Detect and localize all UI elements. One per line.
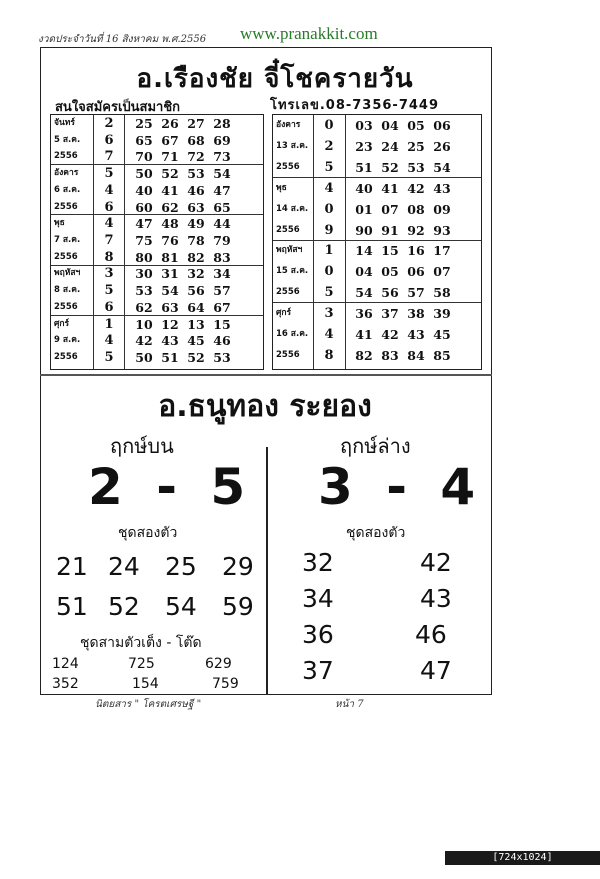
day-label: 14 ส.ค. xyxy=(276,203,309,214)
day-group xyxy=(51,215,263,265)
two-digit-number: 85 xyxy=(433,348,451,364)
two-digit-number: 39 xyxy=(433,306,451,322)
bottom-pair: 32 xyxy=(302,548,334,577)
triple-number: 725 xyxy=(128,656,155,672)
two-digit-number: 51 xyxy=(161,350,179,366)
top-digits: 2 - 5 xyxy=(88,458,254,516)
two-digit-number: 80 xyxy=(135,249,153,265)
bottom-pair: 37 xyxy=(302,656,334,685)
two-digit-number: 43 xyxy=(433,180,451,196)
two-digit-number: 31 xyxy=(161,266,179,282)
two-digit-number: 56 xyxy=(187,283,205,299)
two-digit-number: 75 xyxy=(135,232,153,248)
two-digit-number: 14 xyxy=(355,243,373,259)
day-group xyxy=(51,266,263,316)
number-row xyxy=(51,132,263,149)
two-digit-number: 12 xyxy=(161,316,179,332)
two-digit-number: 15 xyxy=(381,243,399,259)
number-set xyxy=(131,282,235,299)
bottom-pair: 43 xyxy=(420,584,452,613)
number-row xyxy=(273,347,481,364)
day-label: ศุกร์ xyxy=(276,308,292,319)
lead-digit: 4 xyxy=(324,180,334,196)
two-digit-number: 92 xyxy=(407,222,425,238)
number-set xyxy=(131,349,235,366)
day-label: 5 ส.ค. xyxy=(54,134,81,145)
lead-digit: 5 xyxy=(104,350,114,366)
two-digit-number: 01 xyxy=(355,201,373,217)
number-row xyxy=(51,232,263,249)
day-label: 2556 xyxy=(276,161,300,172)
number-row xyxy=(273,159,481,176)
two-digit-number: 41 xyxy=(161,182,179,198)
two-digit-number: 82 xyxy=(355,348,373,364)
number-row xyxy=(273,180,481,197)
two-digit-number: 42 xyxy=(135,333,153,349)
number-set xyxy=(351,347,455,364)
two-digit-number: 27 xyxy=(187,115,205,131)
bottom-pair: 46 xyxy=(415,620,447,649)
two-digit-number: 32 xyxy=(187,266,205,282)
two-digit-number: 54 xyxy=(355,285,373,301)
two-digit-number: 48 xyxy=(161,216,179,232)
two-digit-number: 67 xyxy=(161,132,179,148)
number-set xyxy=(351,138,455,155)
day-group xyxy=(273,303,481,366)
number-row xyxy=(51,349,263,366)
triples-heading: ชุดสามตัวเต็ง - โต๊ด xyxy=(80,635,202,651)
number-set xyxy=(351,117,455,134)
two-digit-number: 10 xyxy=(135,316,153,332)
lead-digit: 1 xyxy=(324,243,334,259)
day-label: 13 ส.ค. xyxy=(276,140,309,151)
two-digit-number: 90 xyxy=(355,222,373,238)
two-digit-number: 42 xyxy=(381,327,399,343)
two-digit-number: 62 xyxy=(135,299,153,315)
two-digit-number: 40 xyxy=(355,180,373,196)
two-digit-number: 57 xyxy=(213,283,231,299)
day-label: 2556 xyxy=(54,151,78,162)
number-set xyxy=(351,284,455,301)
two-digit-number: 47 xyxy=(213,182,231,198)
day-label: พฤหัสฯ xyxy=(276,245,303,256)
phone-number: โทรเลข.08-7356-7449 xyxy=(270,98,440,113)
number-set xyxy=(351,305,455,322)
day-label: 2556 xyxy=(276,350,300,361)
number-set xyxy=(351,242,455,259)
daily-numbers-table-left xyxy=(50,114,264,370)
day-group xyxy=(51,165,263,215)
day-label: จันทร์ xyxy=(54,117,75,128)
two-digit-number: 05 xyxy=(407,117,425,133)
two-digit-number: 37 xyxy=(381,306,399,322)
image-host-watermark: [724x1024] https://upic.me/ xyxy=(445,851,600,865)
two-digit-number: 47 xyxy=(135,216,153,232)
two-digit-number: 45 xyxy=(433,327,451,343)
number-row xyxy=(273,117,481,134)
bottom-pair: 34 xyxy=(302,584,334,613)
number-row xyxy=(51,148,263,165)
two-digit-number: 54 xyxy=(161,283,179,299)
two-digit-number: 91 xyxy=(381,222,399,238)
number-row xyxy=(273,305,481,322)
two-digit-number: 04 xyxy=(381,117,399,133)
number-set xyxy=(131,165,235,182)
two-digit-number: 30 xyxy=(135,266,153,282)
two-digit-number: 51 xyxy=(355,159,373,175)
two-digit-number: 64 xyxy=(187,299,205,315)
number-set xyxy=(131,215,235,232)
lead-digit: 6 xyxy=(104,199,114,215)
two-digit-number: 09 xyxy=(433,201,451,217)
bottom-digits: 3 - 4 xyxy=(318,458,484,516)
two-digit-number: 93 xyxy=(433,222,451,238)
two-digit-number: 63 xyxy=(187,199,205,215)
day-group xyxy=(51,316,263,366)
two-digit-number: 26 xyxy=(433,138,451,154)
two-digit-number: 50 xyxy=(135,166,153,182)
top-pair: 51 xyxy=(56,592,88,621)
two-digit-number: 53 xyxy=(187,166,205,182)
day-label: 2556 xyxy=(54,352,78,363)
two-digit-number: 17 xyxy=(433,243,451,259)
day-label: 2556 xyxy=(276,224,300,235)
two-digit-number: 25 xyxy=(407,138,425,154)
two-digit-number: 83 xyxy=(213,249,231,265)
lead-digit: 0 xyxy=(324,117,334,133)
two-digit-number: 52 xyxy=(381,159,399,175)
two-digit-number: 03 xyxy=(355,117,373,133)
bottom-pair: 47 xyxy=(420,656,452,685)
day-group xyxy=(273,241,481,304)
lead-digit: 4 xyxy=(104,182,114,198)
number-row xyxy=(51,182,263,199)
number-set xyxy=(131,332,235,349)
number-row xyxy=(51,332,263,349)
two-digit-number: 78 xyxy=(187,232,205,248)
number-row xyxy=(51,299,263,316)
number-set xyxy=(351,326,455,343)
bottom-pair: 42 xyxy=(420,548,452,577)
day-label: 2556 xyxy=(54,301,78,312)
lead-digit: 7 xyxy=(104,232,114,248)
lead-digit: 5 xyxy=(324,285,334,301)
two-digit-number: 67 xyxy=(213,299,231,315)
day-label: 2556 xyxy=(276,287,300,298)
day-label: 7 ส.ค. xyxy=(54,234,81,245)
membership-text: สนใจสมัครเป็นสมาชิก xyxy=(55,100,181,115)
number-set xyxy=(131,232,235,249)
two-digit-number: 52 xyxy=(187,350,205,366)
two-digit-number: 84 xyxy=(407,348,425,364)
two-digit-number: 76 xyxy=(161,232,179,248)
two-digit-number: 63 xyxy=(161,299,179,315)
two-digit-number: 58 xyxy=(433,285,451,301)
daily-numbers-table-right xyxy=(272,114,482,370)
lead-digit: 8 xyxy=(324,348,334,364)
number-row xyxy=(273,201,481,218)
top-pair: 29 xyxy=(222,552,254,581)
lead-digit: 3 xyxy=(324,306,334,322)
two-digit-number: 56 xyxy=(381,285,399,301)
day-label: 9 ส.ค. xyxy=(54,335,81,346)
lead-digit: 7 xyxy=(104,149,114,165)
day-label: อังคาร xyxy=(276,119,301,130)
number-row xyxy=(51,165,263,182)
day-label: 6 ส.ค. xyxy=(54,184,81,195)
two-digit-number: 83 xyxy=(381,348,399,364)
two-digit-number: 53 xyxy=(135,283,153,299)
two-digit-number: 62 xyxy=(161,199,179,215)
section1-title: อ.เรืองชัย จี๋โชครายวัน xyxy=(136,64,414,94)
day-label: 15 ส.ค. xyxy=(276,266,309,277)
number-row xyxy=(51,215,263,232)
magazine-name: นิตยสาร " โครตเศรษฐี " xyxy=(95,699,202,710)
day-group xyxy=(273,115,481,178)
lead-digit: 8 xyxy=(104,249,114,265)
bottom-pairs-heading: ชุดสองตัว xyxy=(346,525,406,541)
two-digit-number: 26 xyxy=(161,115,179,131)
lead-digit: 5 xyxy=(104,166,114,182)
day-label: 8 ส.ค. xyxy=(54,285,81,296)
number-set xyxy=(131,249,235,266)
two-digit-number: 04 xyxy=(355,264,373,280)
two-digit-number: 36 xyxy=(355,306,373,322)
day-label: พุธ xyxy=(54,218,65,229)
number-row xyxy=(51,115,263,132)
bottom-label: ฤกษ์ล่าง xyxy=(340,434,411,458)
lead-digit: 5 xyxy=(104,283,114,299)
number-row xyxy=(273,326,481,343)
two-digit-number: 71 xyxy=(161,149,179,165)
lead-digit: 3 xyxy=(104,266,114,282)
lead-digit: 6 xyxy=(104,132,114,148)
lead-digit: 2 xyxy=(324,138,334,154)
two-digit-number: 34 xyxy=(213,266,231,282)
two-digit-number: 46 xyxy=(187,182,205,198)
two-digit-number: 81 xyxy=(161,249,179,265)
number-set xyxy=(131,148,235,165)
two-digit-number: 44 xyxy=(213,216,231,232)
two-digit-number: 60 xyxy=(135,199,153,215)
number-set xyxy=(131,299,235,316)
day-label: ศุกร์ xyxy=(54,318,70,329)
top-label: ฤกษ์บน xyxy=(110,434,174,458)
two-digit-number: 13 xyxy=(187,316,205,332)
day-label: 2556 xyxy=(54,251,78,262)
day-group xyxy=(51,115,263,165)
two-digit-number: 50 xyxy=(135,350,153,366)
top-pair: 52 xyxy=(108,592,140,621)
number-row xyxy=(51,316,263,333)
section2-title: อ.ธนูทอง ระยอง xyxy=(158,389,372,424)
top-pair: 25 xyxy=(165,552,197,581)
bottom-pair: 36 xyxy=(302,620,334,649)
two-digit-number: 05 xyxy=(381,264,399,280)
two-digit-number: 16 xyxy=(407,243,425,259)
issue-date: งวดประจำวันที่ 16 สิงหาคม พ.ศ.2556 xyxy=(38,34,207,45)
lead-digit: 9 xyxy=(324,222,334,238)
two-digit-number: 52 xyxy=(161,166,179,182)
number-set xyxy=(131,199,235,216)
number-row xyxy=(273,242,481,259)
top-pair: 21 xyxy=(56,552,88,581)
lead-digit: 6 xyxy=(104,299,114,315)
number-set xyxy=(351,201,455,218)
two-digit-number: 68 xyxy=(187,132,205,148)
two-digit-number: 79 xyxy=(213,232,231,248)
triple-number: 154 xyxy=(132,676,159,692)
two-digit-number: 15 xyxy=(213,316,231,332)
two-digit-number: 07 xyxy=(381,201,399,217)
number-set xyxy=(131,182,235,199)
two-digit-number: 06 xyxy=(433,117,451,133)
number-set xyxy=(351,159,455,176)
section-divider xyxy=(40,374,492,376)
two-digit-number: 65 xyxy=(213,199,231,215)
lead-digit: 5 xyxy=(324,159,334,175)
number-row xyxy=(51,249,263,266)
lead-digit: 1 xyxy=(104,316,114,332)
number-set xyxy=(131,115,235,132)
number-set xyxy=(351,263,455,280)
two-digit-number: 53 xyxy=(213,350,231,366)
two-digit-number: 45 xyxy=(187,333,205,349)
number-set xyxy=(131,316,235,333)
two-digit-number: 41 xyxy=(381,180,399,196)
two-digit-number: 43 xyxy=(407,327,425,343)
day-label: อังคาร xyxy=(54,168,79,179)
top-pair: 24 xyxy=(108,552,140,581)
triple-number: 124 xyxy=(52,656,79,672)
two-digit-number: 38 xyxy=(407,306,425,322)
two-digit-number: 07 xyxy=(433,264,451,280)
top-pair: 54 xyxy=(165,592,197,621)
day-label: พุธ xyxy=(276,182,287,193)
two-digit-number: 49 xyxy=(187,216,205,232)
number-set xyxy=(351,222,455,239)
number-row xyxy=(273,138,481,155)
website-url[interactable]: www.pranakkit.com xyxy=(240,24,378,43)
two-digit-number: 40 xyxy=(135,182,153,198)
number-set xyxy=(351,180,455,197)
column-divider xyxy=(266,447,268,695)
two-digit-number: 46 xyxy=(213,333,231,349)
two-digit-number: 06 xyxy=(407,264,425,280)
two-digit-number: 25 xyxy=(135,115,153,131)
day-label: 16 ส.ค. xyxy=(276,329,309,340)
number-row xyxy=(51,282,263,299)
lead-digit: 4 xyxy=(104,333,114,349)
day-group xyxy=(273,178,481,241)
two-digit-number: 82 xyxy=(187,249,205,265)
day-label: พฤหัสฯ xyxy=(54,268,81,279)
two-digit-number: 28 xyxy=(213,115,231,131)
two-digit-number: 69 xyxy=(213,132,231,148)
two-digit-number: 70 xyxy=(135,149,153,165)
number-row xyxy=(273,263,481,280)
two-digit-number: 54 xyxy=(213,166,231,182)
number-row xyxy=(273,284,481,301)
lead-digit: 0 xyxy=(324,201,334,217)
two-digit-number: 54 xyxy=(433,159,451,175)
triple-number: 352 xyxy=(52,676,79,692)
triple-number: 759 xyxy=(212,676,239,692)
top-pairs-heading: ชุดสองตัว xyxy=(118,525,178,541)
two-digit-number: 23 xyxy=(355,138,373,154)
two-digit-number: 43 xyxy=(161,333,179,349)
two-digit-number: 53 xyxy=(407,159,425,175)
number-row xyxy=(51,265,263,282)
two-digit-number: 08 xyxy=(407,201,425,217)
two-digit-number: 24 xyxy=(381,138,399,154)
two-digit-number: 57 xyxy=(407,285,425,301)
top-pair: 59 xyxy=(222,592,254,621)
number-row xyxy=(51,199,263,216)
number-set xyxy=(131,265,235,282)
lead-digit: 4 xyxy=(324,327,334,343)
triple-number: 629 xyxy=(205,656,232,672)
page-number: หน้า 7 xyxy=(335,699,364,710)
two-digit-number: 42 xyxy=(407,180,425,196)
two-digit-number: 41 xyxy=(355,327,373,343)
number-set xyxy=(131,132,235,149)
lead-digit: 4 xyxy=(104,216,114,232)
number-row xyxy=(273,222,481,239)
day-label: 2556 xyxy=(54,201,78,212)
two-digit-number: 73 xyxy=(213,149,231,165)
two-digit-number: 65 xyxy=(135,132,153,148)
two-digit-number: 72 xyxy=(187,149,205,165)
lead-digit: 0 xyxy=(324,264,334,280)
lead-digit: 2 xyxy=(104,115,114,131)
